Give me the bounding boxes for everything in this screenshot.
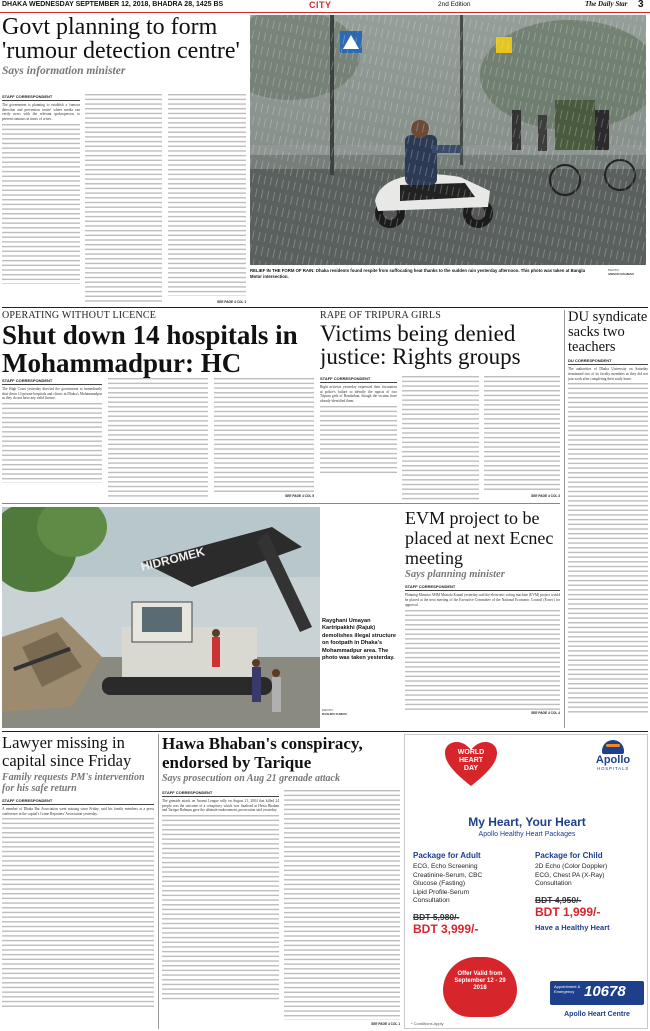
story-hospitals bbox=[2, 310, 314, 500]
child-new-price: BDT 1,999/- bbox=[535, 904, 601, 919]
byline: STAFF CORRESPONDENT bbox=[405, 584, 560, 591]
package-item: Creatinine-Serum, CBC bbox=[413, 871, 483, 879]
package-item: ECG, Echo Screening bbox=[413, 863, 478, 870]
offer-badge bbox=[443, 957, 517, 1017]
credit-label: PHOTO: bbox=[608, 268, 620, 272]
hotline-box bbox=[550, 981, 644, 1005]
byline: STAFF CORRESPONDENT bbox=[162, 790, 279, 797]
lead-paragraph: The grenade attack on Awami League rally on August 21, 2004 that killed 24 people was the outcome of a conspiracy which was finalised at Hawa Bhaban and Tarique Rahman gave the ultimate endorsement, prosecution said yesterday. bbox=[162, 799, 279, 813]
hotline-number: 10678 bbox=[584, 983, 626, 1000]
package-item: 2D Echo (Color Doppler) bbox=[535, 863, 608, 870]
headline: DU syndicate sacks two teachers bbox=[568, 310, 648, 355]
hotline-label: Appointment & Emergency bbox=[554, 984, 581, 994]
byline: STAFF CORRESPONDENT bbox=[320, 376, 397, 383]
kicker: RAPE OF TRIPURA GIRLS bbox=[320, 310, 441, 321]
lead-paragraph: Planning Minister AHM Mustafa Kamal yesterday said the electronic voting machine (EVM) project would be placed at the next meeting of the Executive Committee of the National Economic Council (Ecnec) for approval. bbox=[405, 593, 560, 607]
package-item: Glucose (Fasting) bbox=[413, 880, 466, 888]
section-name: CITY bbox=[309, 0, 332, 10]
story-tripura bbox=[320, 310, 560, 500]
headline: Hawa Bhaban's conspiracy, endorsed by Tarique bbox=[162, 734, 363, 773]
child-package bbox=[535, 851, 643, 951]
lead-paragraph: A member of Dhaka Bar Association went missing since Friday, said his family members at a press conference in the capital's Crime Reporters' Association yesterday. bbox=[2, 806, 154, 816]
body-copy-col2 bbox=[402, 376, 479, 500]
ad-title: My Heart, Your Heart bbox=[468, 815, 586, 829]
adult-old-price: BDT 5,980/- bbox=[413, 911, 460, 922]
headline: Victims being denied justice: Rights groups bbox=[320, 321, 521, 370]
photo-demolition bbox=[2, 507, 320, 728]
body-copy bbox=[320, 406, 397, 476]
adult-new-price: BDT 3,999/- bbox=[413, 921, 479, 936]
body-copy bbox=[2, 403, 102, 483]
byline: STAFF CORRESPONDENT bbox=[2, 94, 80, 101]
story-du-syndicate bbox=[568, 310, 648, 728]
body-copy bbox=[568, 383, 648, 713]
child-old-price: BDT 4,950/- bbox=[535, 894, 582, 905]
story-hawa-bhaban bbox=[162, 734, 400, 1029]
apollo-logo bbox=[583, 740, 643, 778]
lead-paragraph: The government is planning to establish a 'rumour detection and prevention centre' where media can verify news with the relevant spokesperson, to prevent rumours in times of crises. bbox=[2, 103, 80, 122]
body-copy bbox=[2, 124, 80, 284]
apollo-brand-sub: HOSPITALS bbox=[596, 766, 630, 771]
edition-line: DHAKA WEDNESDAY SEPTEMBER 12, 2018, BHADRA 28, 1425 BS bbox=[2, 1, 224, 8]
apollo-ad bbox=[404, 734, 648, 1029]
photo-rain bbox=[250, 15, 646, 265]
package-item: Consultation bbox=[413, 897, 450, 905]
photo-demolition-caption: Rayghani Umayan Kartripakkhi (Rajuk) demolishes illegal structure on footpath in Dhaka's Mohammadpur area. The photo was taken yesterday. bbox=[322, 618, 396, 662]
continued-notice: SEE PAGE 4 COL 5 bbox=[285, 494, 314, 498]
headline: Lawyer missing in capital since Friday bbox=[2, 734, 132, 771]
continued-notice: SEE PAGE 4 COL 3 bbox=[531, 494, 560, 498]
excavator-brand: HIDROMEK bbox=[139, 544, 207, 574]
edition-label: 2nd Edition bbox=[438, 1, 471, 8]
centre-name: Apollo Heart Centre bbox=[564, 1011, 630, 1018]
photo-demolition-credit bbox=[322, 708, 398, 716]
credit-name: RASHED SUMON bbox=[322, 712, 347, 716]
body-copy-col2 bbox=[108, 378, 208, 500]
package-item: Lipid Profile-Serum bbox=[413, 888, 470, 896]
body-copy bbox=[405, 610, 560, 710]
rain-street-photo bbox=[250, 15, 646, 265]
body-copy-col2 bbox=[85, 94, 162, 304]
package-item: Consultation bbox=[535, 880, 572, 888]
photo-rain-credit bbox=[608, 268, 648, 276]
dek: Says planning minister bbox=[405, 569, 505, 581]
body-copy-col3 bbox=[168, 94, 246, 296]
body-copy-col3 bbox=[214, 378, 314, 492]
section-rule-2 bbox=[2, 503, 560, 504]
byline: STAFF CORRESPONDENT bbox=[2, 798, 154, 805]
kicker: OPERATING WITHOUT LICENCE bbox=[2, 310, 157, 321]
credit-label: PHOTO: bbox=[322, 708, 334, 712]
story-evm bbox=[405, 508, 560, 728]
continued-notice: SEE PAGE 4 COL 1 bbox=[217, 300, 246, 304]
world-heart-day-badge bbox=[443, 740, 499, 788]
lead-paragraph: Right activists yesterday expressed their frustration at police's failure to identify the rapists of two Tripura girls of Bandarban, though the victims have already identified them. bbox=[320, 385, 397, 404]
child-tagline: Have a Healthy Heart bbox=[535, 922, 610, 932]
dek: Family requests PM's intervention for his safe return bbox=[2, 771, 145, 795]
apollo-brand: Apollo bbox=[595, 754, 631, 766]
continued-notice: SEE PAGE 4 COL 1 bbox=[371, 1022, 400, 1026]
photo-rain-caption: RELIEF IN THE FORM OF RAIN: Dhaka residents found respite from suffocating heat thanks to the sudden rain yesterday afternoon. This photo was taken at Bangla Motor intersection. bbox=[250, 268, 585, 279]
headline: EVM project to be placed at next Ecnec meeting bbox=[405, 508, 554, 569]
masthead bbox=[0, 0, 650, 12]
offer-line-3: 2018 bbox=[473, 985, 487, 991]
offer-line-1: Offer Valid from bbox=[457, 971, 503, 977]
column-rule bbox=[564, 310, 565, 728]
dek: Says information minister bbox=[2, 64, 126, 77]
lead-paragraph: The High Court yesterday directed the government to immediately shut down 14 private hospitals and clinics in Dhaka's Mohammadpur as they do not have any valid licence. bbox=[2, 387, 102, 401]
section-rule-1 bbox=[2, 307, 648, 308]
story-lawyer bbox=[2, 734, 154, 1029]
body-copy bbox=[2, 818, 154, 1008]
masthead-rule bbox=[0, 12, 650, 13]
child-package-title: Package for Child bbox=[535, 851, 603, 860]
body-copy bbox=[162, 815, 279, 1000]
credit-name: ANISUR RAHMAN bbox=[608, 272, 634, 276]
lead-paragraph: The authorities of Dhaka University on Saturday terminated two of its faculty members as they did not join work after completing their study leave. bbox=[568, 367, 648, 381]
adult-package-title: Package for Adult bbox=[413, 851, 481, 860]
paper-logo: The Daily Star bbox=[585, 0, 628, 8]
demolition-photo bbox=[2, 507, 320, 728]
ad-footnote: * Conditions Apply bbox=[411, 1021, 444, 1026]
byline: DU CORRESPONDENT bbox=[568, 358, 648, 365]
body-copy-col2 bbox=[284, 790, 400, 1020]
dek: Says prosecution on Aug 21 grenade attack bbox=[162, 773, 340, 785]
byline: STAFF CORRESPONDENT bbox=[2, 378, 102, 385]
apollo-emblem-icon bbox=[602, 740, 624, 754]
headline: Govt planning to form 'rumour detection centre' bbox=[2, 15, 240, 65]
column-rule-2 bbox=[158, 734, 159, 1029]
child-package-items bbox=[535, 863, 643, 889]
body-copy-col3 bbox=[484, 376, 560, 492]
adult-package-items bbox=[413, 863, 521, 906]
package-item: ECG, Chest PA (X-Ray) bbox=[535, 871, 605, 879]
headline: Shut down 14 hospitals in Mohammadpur: HC bbox=[2, 320, 298, 378]
story-rumour-centre bbox=[2, 15, 246, 307]
badge-line-3: DAY bbox=[463, 765, 479, 772]
section-rule-3 bbox=[2, 731, 648, 732]
badge-line-1: WORLD bbox=[457, 749, 485, 756]
badge-line-2: HEART bbox=[458, 757, 484, 764]
offer-line-2: September 12 - 29 bbox=[454, 978, 506, 984]
adult-package bbox=[413, 851, 521, 951]
page-number: 3 bbox=[638, 0, 644, 10]
continued-notice: SEE PAGE 4 COL 4 bbox=[531, 710, 560, 715]
ad-subtitle: Apollo Healthy Heart Packages bbox=[478, 831, 576, 838]
